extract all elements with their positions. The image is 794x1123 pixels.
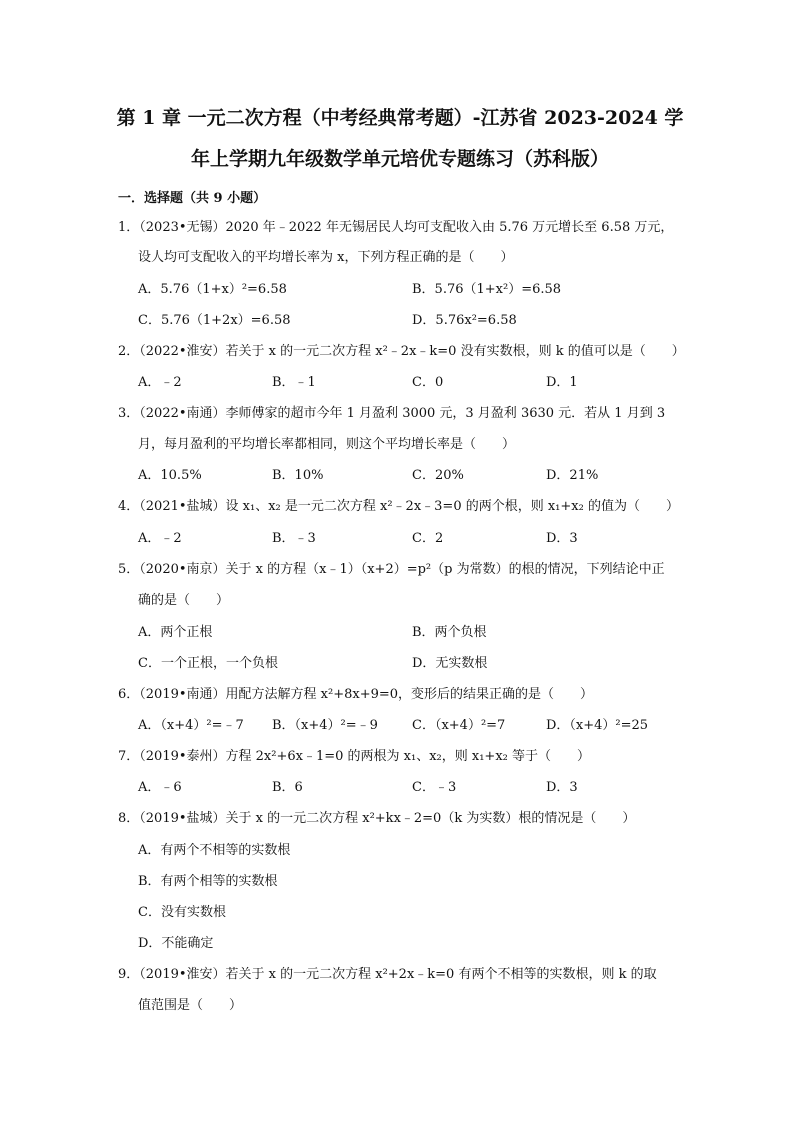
question-5-option-c: C．一个正根，一个负根 (138, 656, 278, 671)
question-5-line-2: 确的是（ ） (138, 593, 230, 608)
question-1-line-2: 设人均可支配收入的平均增长率为 x，下列方程正确的是（ ） (138, 250, 514, 265)
document-title-line-2: 年上学期九年级数学单元培优专题练习（苏科版） (190, 148, 609, 170)
question-1-option-b: B．5.76（1+x²）=6.58 (412, 282, 562, 297)
question-9-line-1: 9．（2019•淮安）若关于 x 的一元二次方程 x²+2x﹣k=0 有两个不相等的实数根，则 k 的取 (118, 967, 657, 982)
question-4-option-c: C．2 (412, 531, 444, 546)
question-4-option-b: B．﹣3 (272, 531, 316, 546)
question-2-option-a: A．﹣2 (138, 375, 182, 390)
question-1-option-d: D．5.76x²=6.58 (412, 313, 517, 328)
question-8-line-1: 8．（2019•盐城）关于 x 的一元二次方程 x²+kx﹣2=0（k 为实数）根的情况是（ ） (118, 811, 636, 826)
question-5-option-a: A．两个正根 (138, 625, 213, 640)
document-title-line-1: 第 1 章 一元二次方程（中考经典常考题）-江苏省 2023-2024 学 (116, 107, 684, 129)
question-2-line-1: 2．（2022•淮安）若关于 x 的一元二次方程 x²﹣2x﹣k=0 没有实数根，则 k 的值可以是（ ） (118, 344, 685, 359)
question-9-line-2: 值范围是（ ） (138, 998, 243, 1013)
question-4-option-a: A．﹣2 (138, 531, 182, 546)
question-7-option-d: D．3 (546, 780, 578, 795)
question-7-option-a: A．﹣6 (138, 780, 182, 795)
question-1-line-1: 1．（2023•无锡）2020 年﹣2022 年无锡居民人均可支配收入由 5.76 万元增长至 6.58 万元， (118, 220, 674, 235)
question-5-line-1: 5．（2020•南京）关于 x 的方程（x﹣1）（x+2）=p²（p 为常数）的根的情况，下列结论中正 (118, 562, 665, 577)
question-4-option-d: D．3 (546, 531, 578, 546)
question-8-option-a: A．有两个不相等的实数根 (138, 843, 291, 858)
question-1-option-a: A．5.76（1+x）²=6.58 (138, 282, 287, 297)
question-3-line-2: 月，每月盈利的平均增长率都相同，则这个平均增长率是（ ） (138, 437, 516, 452)
question-3-option-b: B．10% (272, 468, 324, 483)
question-3-option-d: D．21% (546, 468, 599, 483)
question-8-option-d: D．不能确定 (138, 936, 214, 951)
question-7-option-c: C．﹣3 (412, 780, 457, 795)
question-6-option-c: C．（x+4）²=7 (412, 718, 506, 733)
question-7-line-1: 7．（2019•泰州）方程 2x²+6x﹣1=0 的两根为 x₁、x₂，则 x₁+x₂ 等于（ ） (118, 749, 590, 764)
question-1-option-c: C．5.76（1+2x）=6.58 (138, 313, 291, 328)
question-2-option-c: C．0 (412, 375, 444, 390)
question-5-option-d: D．无实数根 (412, 656, 488, 671)
section-heading: 一．选择题（共 9 小题） (118, 191, 267, 206)
question-4-line-1: 4．（2021•盐城）设 x₁、x₂ 是一元二次方程 x²﹣2x﹣3=0 的两个根，则 x₁+x₂ 的值为（ ） (118, 499, 679, 514)
question-3-line-1: 3．（2022•南通）李师傅家的超市今年 1 月盈利 3000 元，3 月盈利 3630 元．若从 1 月到 3 (118, 406, 666, 421)
question-3-option-c: C．20% (412, 468, 464, 483)
question-6-option-d: D．（x+4）²=25 (546, 718, 649, 733)
question-8-option-b: B．有两个相等的实数根 (138, 874, 278, 889)
question-2-option-d: D．1 (546, 375, 578, 390)
question-7-option-b: B．6 (272, 780, 303, 795)
question-5-option-b: B．两个负根 (412, 625, 487, 640)
question-8-option-c: C．没有实数根 (138, 905, 226, 920)
question-6-option-a: A．（x+4）²=﹣7 (138, 718, 244, 733)
question-2-option-b: B．﹣1 (272, 375, 316, 390)
question-6-option-b: B．（x+4）²=﹣9 (272, 718, 378, 733)
question-6-line-1: 6．（2019•南通）用配方法解方程 x²+8x+9=0，变形后的结果正确的是（ ） (118, 687, 594, 702)
question-3-option-a: A．10.5% (138, 468, 202, 483)
